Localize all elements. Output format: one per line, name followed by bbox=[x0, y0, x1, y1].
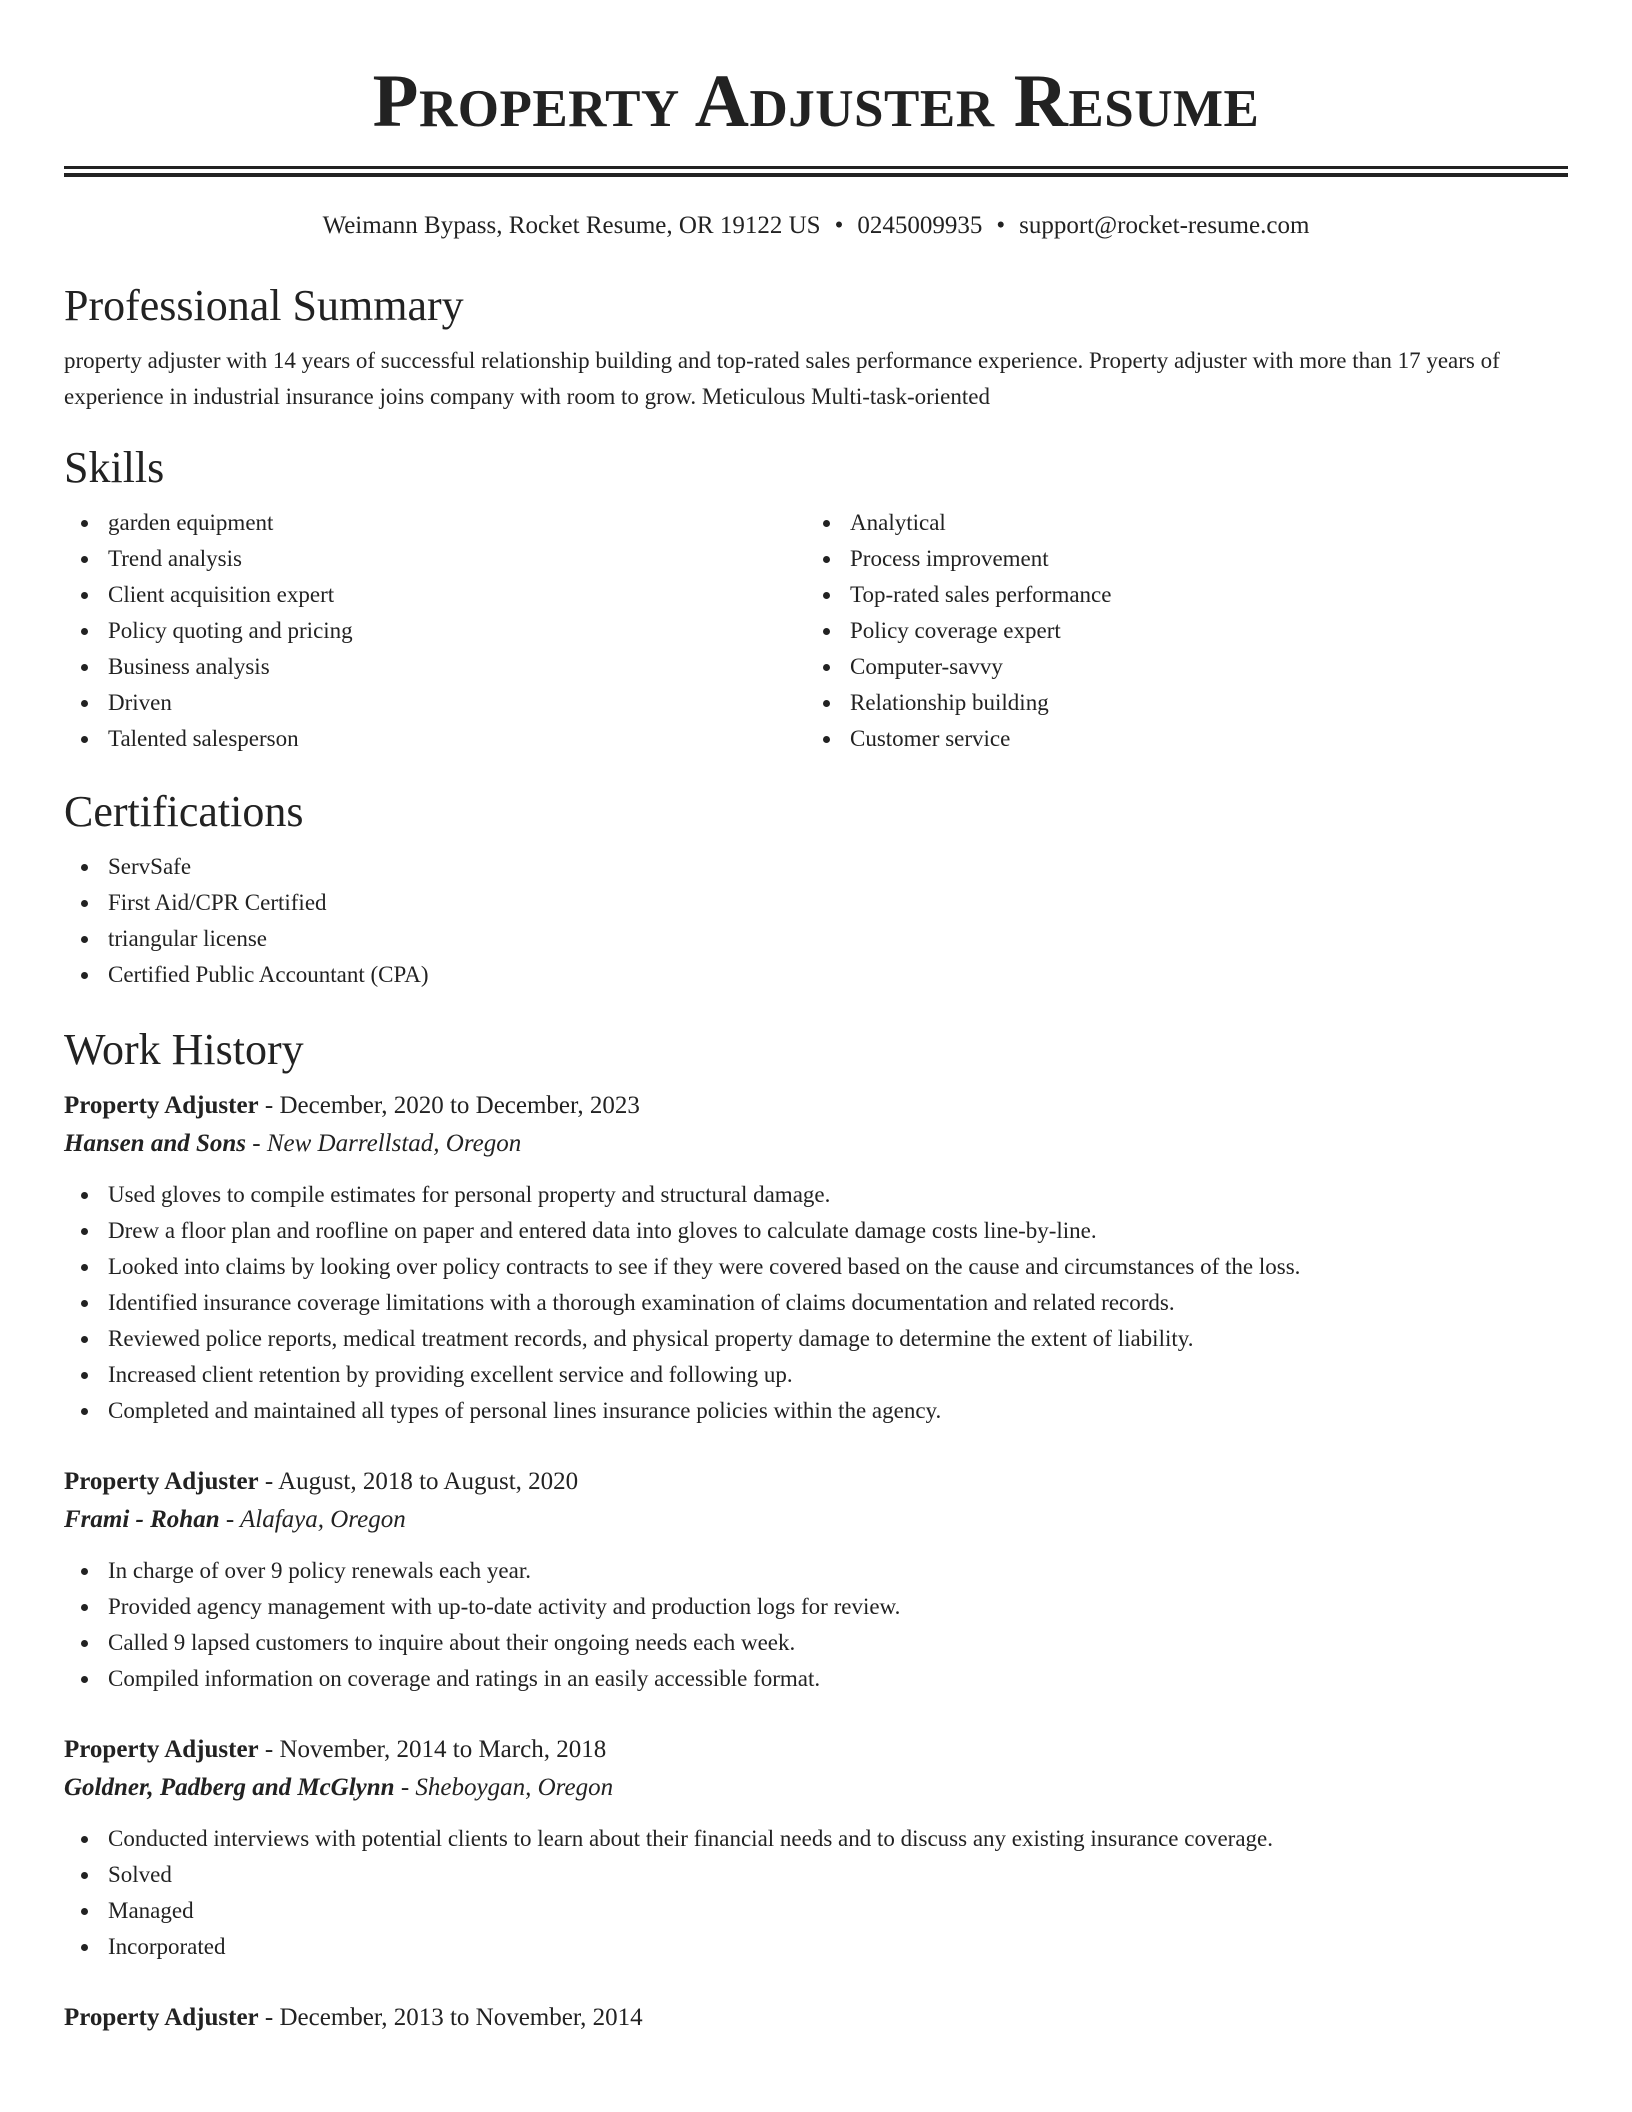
job-bullets bbox=[64, 1177, 1568, 1429]
contact-phone: 0245009935 bbox=[857, 212, 983, 239]
skill-item: Talented salesperson bbox=[64, 721, 806, 757]
certification-item: triangular license bbox=[64, 921, 1568, 957]
contact-line bbox=[64, 209, 1568, 243]
company-line bbox=[64, 1125, 1568, 1163]
job-bullet: Identified insurance coverage limitations with a thorough examination of claims documentation and related records. bbox=[64, 1285, 1568, 1321]
company-name: Hansen and Sons bbox=[64, 1130, 247, 1157]
contact-email: support@rocket-resume.com bbox=[1019, 212, 1310, 239]
skills-grid bbox=[64, 505, 1568, 757]
company-location: Alafaya, Oregon bbox=[239, 1506, 406, 1533]
skill-item: Policy quoting and pricing bbox=[64, 613, 806, 649]
job-title: Property Adjuster bbox=[64, 2004, 259, 2031]
company-location: New Darrellstad, Oregon bbox=[266, 1130, 522, 1157]
certifications-list bbox=[64, 849, 1568, 993]
company-name: Frami - Rohan bbox=[64, 1506, 220, 1533]
job-title-line bbox=[64, 1731, 1568, 1769]
skill-item: Computer-savvy bbox=[806, 649, 1548, 685]
contact-separator: • bbox=[834, 212, 844, 239]
job-dash: - bbox=[258, 1468, 279, 1495]
job-bullet: Called 9 lapsed customers to inquire about their ongoing needs each week. bbox=[64, 1625, 1568, 1661]
certifications-section bbox=[64, 785, 1568, 993]
job-bullet: Increased client retention by providing excellent service and following up. bbox=[64, 1357, 1568, 1393]
job-title: Property Adjuster bbox=[64, 1736, 259, 1763]
skill-item: Driven bbox=[64, 685, 806, 721]
job-dates: November, 2014 to March, 2018 bbox=[279, 1736, 607, 1763]
job-dash: - bbox=[258, 1736, 280, 1763]
job-entry bbox=[64, 1463, 1568, 1697]
company-dash: - bbox=[219, 1506, 240, 1533]
summary-section bbox=[64, 279, 1568, 415]
company-dash: - bbox=[246, 1130, 267, 1157]
company-line bbox=[64, 1769, 1568, 1807]
skill-item: Business analysis bbox=[64, 649, 806, 685]
job-dates: December, 2013 to November, 2014 bbox=[279, 2004, 643, 2031]
skills-section bbox=[64, 441, 1568, 757]
skills-list-left bbox=[64, 505, 806, 757]
contact-address: Weimann Bypass, Rocket Resume, OR 19122 US bbox=[322, 212, 821, 239]
skill-item: Process improvement bbox=[806, 541, 1548, 577]
skill-item: Top-rated sales performance bbox=[806, 577, 1548, 613]
page-title: Property Adjuster Resume bbox=[372, 60, 1260, 143]
job-bullet: Completed and maintained all types of personal lines insurance policies within the agency. bbox=[64, 1393, 1568, 1429]
job-title: Property Adjuster bbox=[64, 1092, 259, 1119]
work-history-section bbox=[64, 1023, 1568, 2037]
summary-text: property adjuster with 14 years of successful relationship building and top-rated sales performance experience. Property adjuster with more than 17 years of experience in industrial insurance joins company with room to grow. Meticulous Multi-task-oriented bbox=[64, 348, 1500, 409]
job-dates: August, 2018 to August, 2020 bbox=[278, 1468, 579, 1495]
job-bullet: Reviewed police reports, medical treatment records, and physical property damage to determine the extent of liability. bbox=[64, 1321, 1568, 1357]
summary-heading: Professional Summary bbox=[64, 281, 464, 330]
skill-item: Customer service bbox=[806, 721, 1548, 757]
job-dash: - bbox=[258, 1092, 280, 1119]
job-bullets bbox=[64, 1553, 1568, 1697]
skill-item: garden equipment bbox=[64, 505, 806, 541]
job-bullet: Drew a floor plan and roofline on paper and entered data into gloves to calculate damage costs line-by-line. bbox=[64, 1213, 1568, 1249]
job-bullet: Provided agency management with up-to-date activity and production logs for review. bbox=[64, 1589, 1568, 1625]
job-dates: December, 2020 to December, 2023 bbox=[279, 1092, 640, 1119]
company-location: Sheboygan, Oregon bbox=[415, 1774, 614, 1801]
certification-item: Certified Public Accountant (CPA) bbox=[64, 957, 1568, 993]
job-bullet: Used gloves to compile estimates for personal property and structural damage. bbox=[64, 1177, 1568, 1213]
job-bullet: Compiled information on coverage and ratings in an easily accessible format. bbox=[64, 1661, 1568, 1697]
work-history-heading: Work History bbox=[64, 1025, 304, 1074]
job-bullet: Managed bbox=[64, 1893, 1568, 1929]
skill-item: Analytical bbox=[806, 505, 1548, 541]
contact-separator: • bbox=[996, 212, 1006, 239]
company-dash: - bbox=[394, 1774, 416, 1801]
skill-item: Trend analysis bbox=[64, 541, 806, 577]
skill-item: Policy coverage expert bbox=[806, 613, 1548, 649]
company-name: Goldner, Padberg and McGlynn bbox=[64, 1774, 395, 1801]
job-bullet: Incorporated bbox=[64, 1929, 1568, 1965]
company-line bbox=[64, 1501, 1568, 1539]
job-title-line bbox=[64, 1999, 1568, 2037]
skills-heading: Skills bbox=[64, 443, 165, 492]
job-entry bbox=[64, 1087, 1568, 1429]
skill-item: Relationship building bbox=[806, 685, 1548, 721]
certification-item: First Aid/CPR Certified bbox=[64, 885, 1568, 921]
job-title: Property Adjuster bbox=[64, 1468, 259, 1495]
certifications-heading: Certifications bbox=[64, 787, 304, 836]
job-entry bbox=[64, 1731, 1568, 1965]
certification-item: ServSafe bbox=[64, 849, 1568, 885]
job-title-line bbox=[64, 1087, 1568, 1125]
job-bullets bbox=[64, 1821, 1568, 1965]
skills-list-right bbox=[806, 505, 1548, 757]
skill-item: Client acquisition expert bbox=[64, 577, 806, 613]
title-double-rule bbox=[64, 166, 1568, 177]
job-bullet: Conducted interviews with potential clients to learn about their financial needs and to discuss any existing insurance coverage. bbox=[64, 1821, 1568, 1857]
job-dash: - bbox=[258, 2004, 280, 2031]
job-bullet: Looked into claims by looking over policy contracts to see if they were covered based on the cause and circumstances of the loss. bbox=[64, 1249, 1568, 1285]
job-bullet: In charge of over 9 policy renewals each year. bbox=[64, 1553, 1568, 1589]
job-entry bbox=[64, 1999, 1568, 2037]
job-title-line bbox=[64, 1463, 1568, 1501]
job-bullet: Solved bbox=[64, 1857, 1568, 1893]
